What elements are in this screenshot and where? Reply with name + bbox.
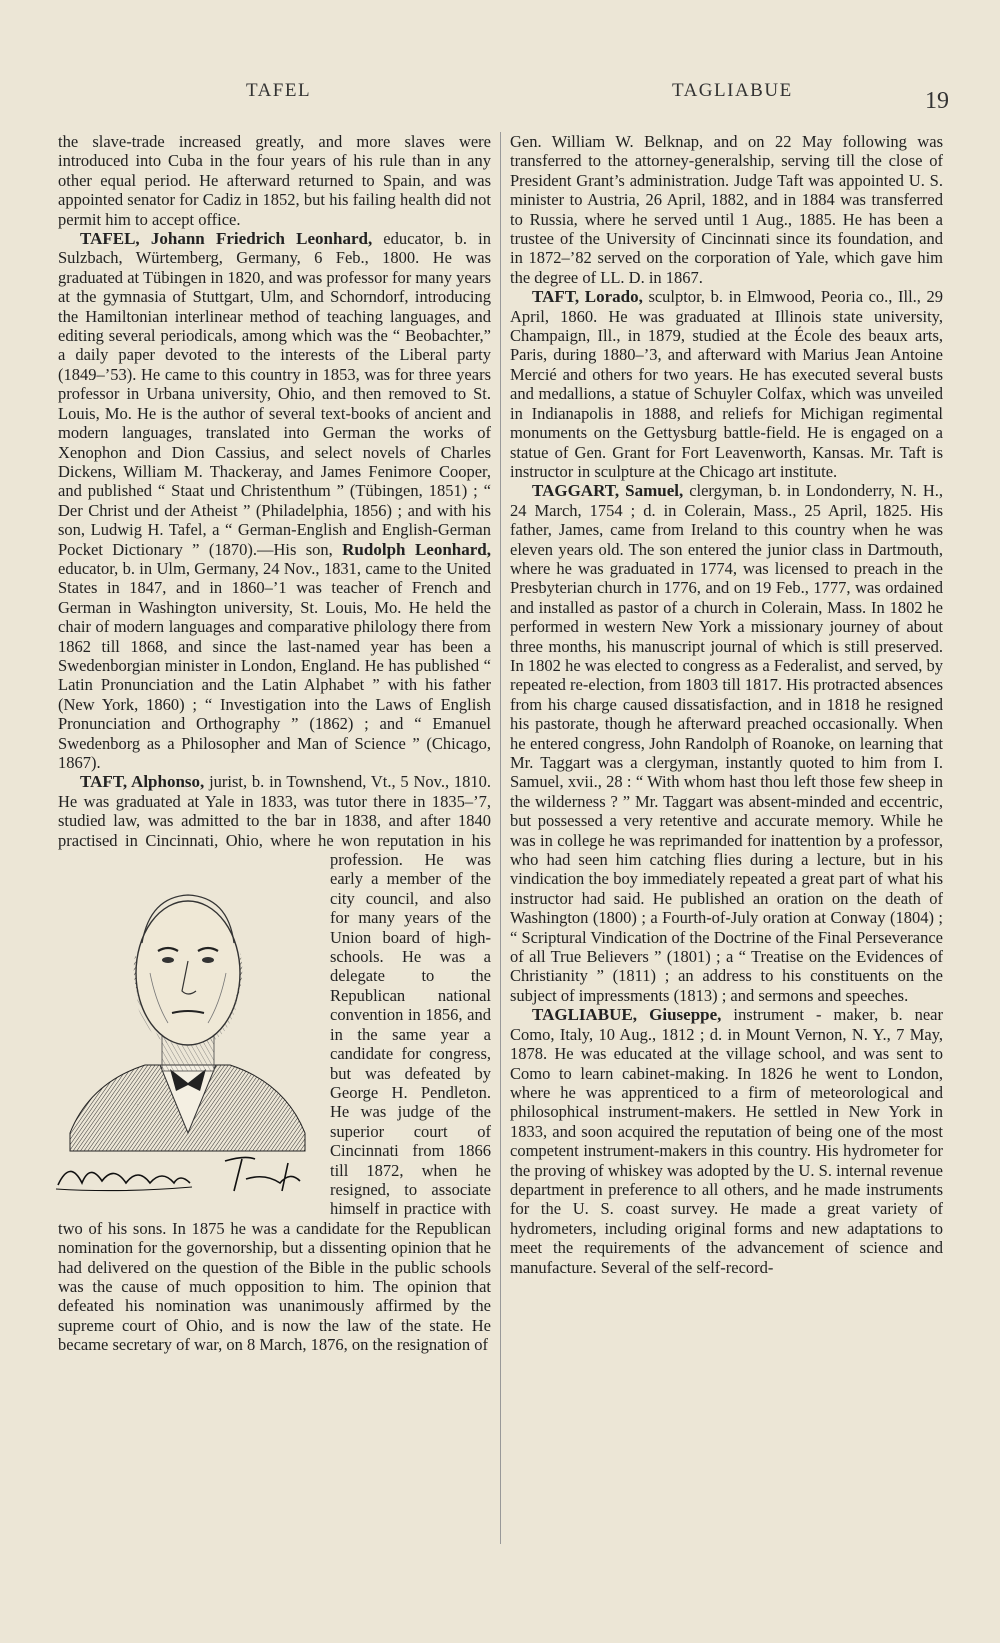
- left-column: [58, 132, 491, 1355]
- entry-text: sculptor, b. in Elmwood, Peoria co., Ill., 29 April, 1860. He was graduated at Illinois state university, Champaign, Ill., in 1879, studied at the École des beaux arts, Paris, during 1880–’3, and afterward with Marius Jean Antoine Mercié and others for two years. He has executed several busts and medallions, a statue of Schuyler Colfax, which was unveiled in Indianapolis in 1888, and reliefs for Michigan regimental monuments on the Gettysburg battle-field. He is engaged on a statue of Gen. Grant for Fort Leavenworth, Kansas. Mr. Taft is instructor in sculpture at the Chicago art institute.: [510, 287, 943, 481]
- entry-text: jurist, b. in Townshend, Vt., 5 Nov., 1810. He was graduated at Yale in 1833, was tutor there in 1835–’7, studied law, was admitted to the bar in 1838, and after 1840 practised in Cincinnati, Ohio, where he won reputation in his profession. He was early a member of the city council, and also for many years of the Union board of high-schools. He was a delegate to the Republican national convention in 1856, and in the same year a candidate for congress, but was defeated by George H. Pendleton. He was judge of the superior court of Cincinnati from 1866 till 1872, when he resigned, to associate himself in practice with two of his sons. In 1875 he was a candidate for the Republican nomination for the governorship, but a dissenting opinion that he had delivered on the question of the Bible in the public schools was the cause of much opposition to him. The opinion that defeated his nomination was unanimously affirmed by the supreme court of Ohio, and is now the law of the state. He became secretary of war, on 8 March, 1876, on the resignation of: [58, 772, 491, 1354]
- entry-tagliabue: [510, 1005, 943, 1277]
- entry-text: educator, b. in Sulzbach, Würtemberg, Germany, 6 Feb., 1800. He was graduated at Tübingen in 1820, and was professor for many years at the gymnasia of Stuttgart, Ulm, and Schorndorf, introducing the Hamiltonian interlinear method of teaching languages, and editing several periodicals, among which was the “ Beobachter,” a daily paper devoted to the interests of the Liberal party (1849–’53). He came to this country in 1853, was for three years professor in Urbana university, Ohio, and then removed to St. Louis, Mo. He is the author of several text-books of ancient and modern languages, translated into German the works of Xenophon and Dion Cassius, and select novels of Charles Dickens, William M. Thackeray, and James Fenimore Cooper, and published “ Staat und Christenthum ” (Tübingen, 1851) ; “ Der Christ und der Atheist ” (Philadelphia, 1856) ; and with his son, Ludwig H. Tafel, a “ German-English and English-German Pocket Dictionary ” (1870).—His son,: [58, 229, 491, 559]
- entry-headword: TAGLIABUE, Giuseppe,: [532, 1005, 722, 1025]
- entry-text: clergyman, b. in Londonderry, N. H., 24 March, 1754 ; d. in Colerain, Mass., 25 April, 1825. His father, James, came from Ireland to this country when he was eleven years old. The son entered the junior class in Dartmouth, where he was graduated in 1774, was licensed to preach in the Presbyterian church in 1776, and on 19 Feb., 1777, was ordained and installed as pastor of a church in Colerain, Mass. In 1802 he performed in western New York a missionary journey of about three months, his manuscript journal of which is still preserved. In 1802 he was elected to congress as a Federalist, and served, by repeated re-election, from 1803 till 1817. His protracted absences from his charge caused dissatisfaction, and in 1818 he resigned his pastorate, though he afterward preached occasionally. When he entered congress, John Randolph of Roanoke, on learning that Mr. Taggart was a clergyman, instantly quoted to him from I. Samuel, xvii., 28 : “ With whom hast thou left those few sheep in the wilderness ? ” Mr. Taggart was absent-minded and eccentric, but possessed a very retentive and accurate memory. While he was in college he was reprimanded for inattention by a professor, who had seen him catching flies during a lecture, but in his vindication the boy immediately repeated a great part of what his instructor had said. He published an oration on the death of Washington (1800) ; a Fourth-of-July oration at Conway (1804) ; “ Scriptural Vindication of the Doctrine of the Final Perseverance of all True Believers ” (1801) ; a “ Treatise on the Evidences of Christianity ” (1811) ; an address to his constituents on the subject of impressments (1813) ; and sermons and speeches.: [510, 481, 943, 1005]
- right-column: [510, 132, 943, 1277]
- entry-headword: TAFT, Lorado,: [532, 287, 643, 307]
- entry-headword: TAFEL, Johann Friedrich Leonhard,: [80, 229, 373, 249]
- entry-text: instrument - maker, b. near Como, Italy, 10 Aug., 1812 ; d. in Mount Vernon, N. Y., 7 May, 1878. He was educated at the village school, and was sent to Como to learn cabinet-making. In 1826 he went to London, where he was apprenticed to a firm of meteorological and philosophical instrument-makers. He settled in New York in 1833, and soon acquired the reputation of being one of the most competent instrument-makers in this country. His hydrometer for the proving of whiskey was adopted by the U. S. internal revenue department in preference to all others, and he made instruments for the U. S. coast survey. He made a great variety of hydrometers, including original forms and new adaptations to meet the requirements of the advancement of science and manufacture. Several of the self-record-: [510, 1005, 944, 1277]
- entry-text: educator, b. in Ulm, Germany, 24 Nov., 1831, came to the United States in 1847, and in 1860–’1 was teacher of French and German in Washington university, St. Louis, Mo. He held the chair of modern languages and comparative philology there from 1862 till 1868, and since the last-named year has been a Swedenborgian minister in London, England. He has published “ Latin Pronunciation and the Latin Alphabet ” with his father (New York, 1860) ; “ Investigation into the Laws of English Pronunciation and Orthography ” (1862) ; and “ Emanuel Swedenborg as a Philosopher and Man of Science ” (Chicago, 1867).: [58, 558, 491, 772]
- page-number: 19: [925, 88, 949, 114]
- entry-headword: TAGGART, Samuel,: [532, 481, 684, 501]
- entry-tafel: [58, 229, 491, 772]
- running-head-right: TAGLIABUE: [672, 80, 793, 101]
- entry-continuation: Gen. William W. Belknap, and on 22 May following was transferred to the attorney-generalship, serving till the close of President Grant’s administration. Judge Taft was appointed U. S. minister to Austria, 26 April, 1882, and in 1884 was transferred to Russia, where he served until 1 Aug., 1885. He has been a trustee of the University of Cincinnati since its foundation, and in 1872–’82 served on the corporation of Yale, which gave him the degree of LL. D. in 1867.: [510, 132, 943, 287]
- column-divider: [500, 132, 501, 1544]
- entry-taggart: [510, 481, 943, 1005]
- entry-continuation: the slave-trade increased greatly, and more slaves were introduced into Cuba in the four years of his rule than in any other equal period. He afterward returned to Spain, and was appointed senator for Cadiz in 1852, but his failing health did not permit him to accept office.: [58, 132, 491, 229]
- entry-subheadword: Rudolph Leonhard,: [342, 539, 491, 559]
- signature-image: [56, 1157, 300, 1191]
- entry-taft-lorado: [510, 287, 943, 481]
- portrait-engraving: [50, 833, 322, 1213]
- entry-headword: TAFT, Alphonso,: [80, 772, 205, 792]
- running-head-left: TAFEL: [246, 80, 312, 101]
- entry-taft-alphonso: [58, 772, 491, 1354]
